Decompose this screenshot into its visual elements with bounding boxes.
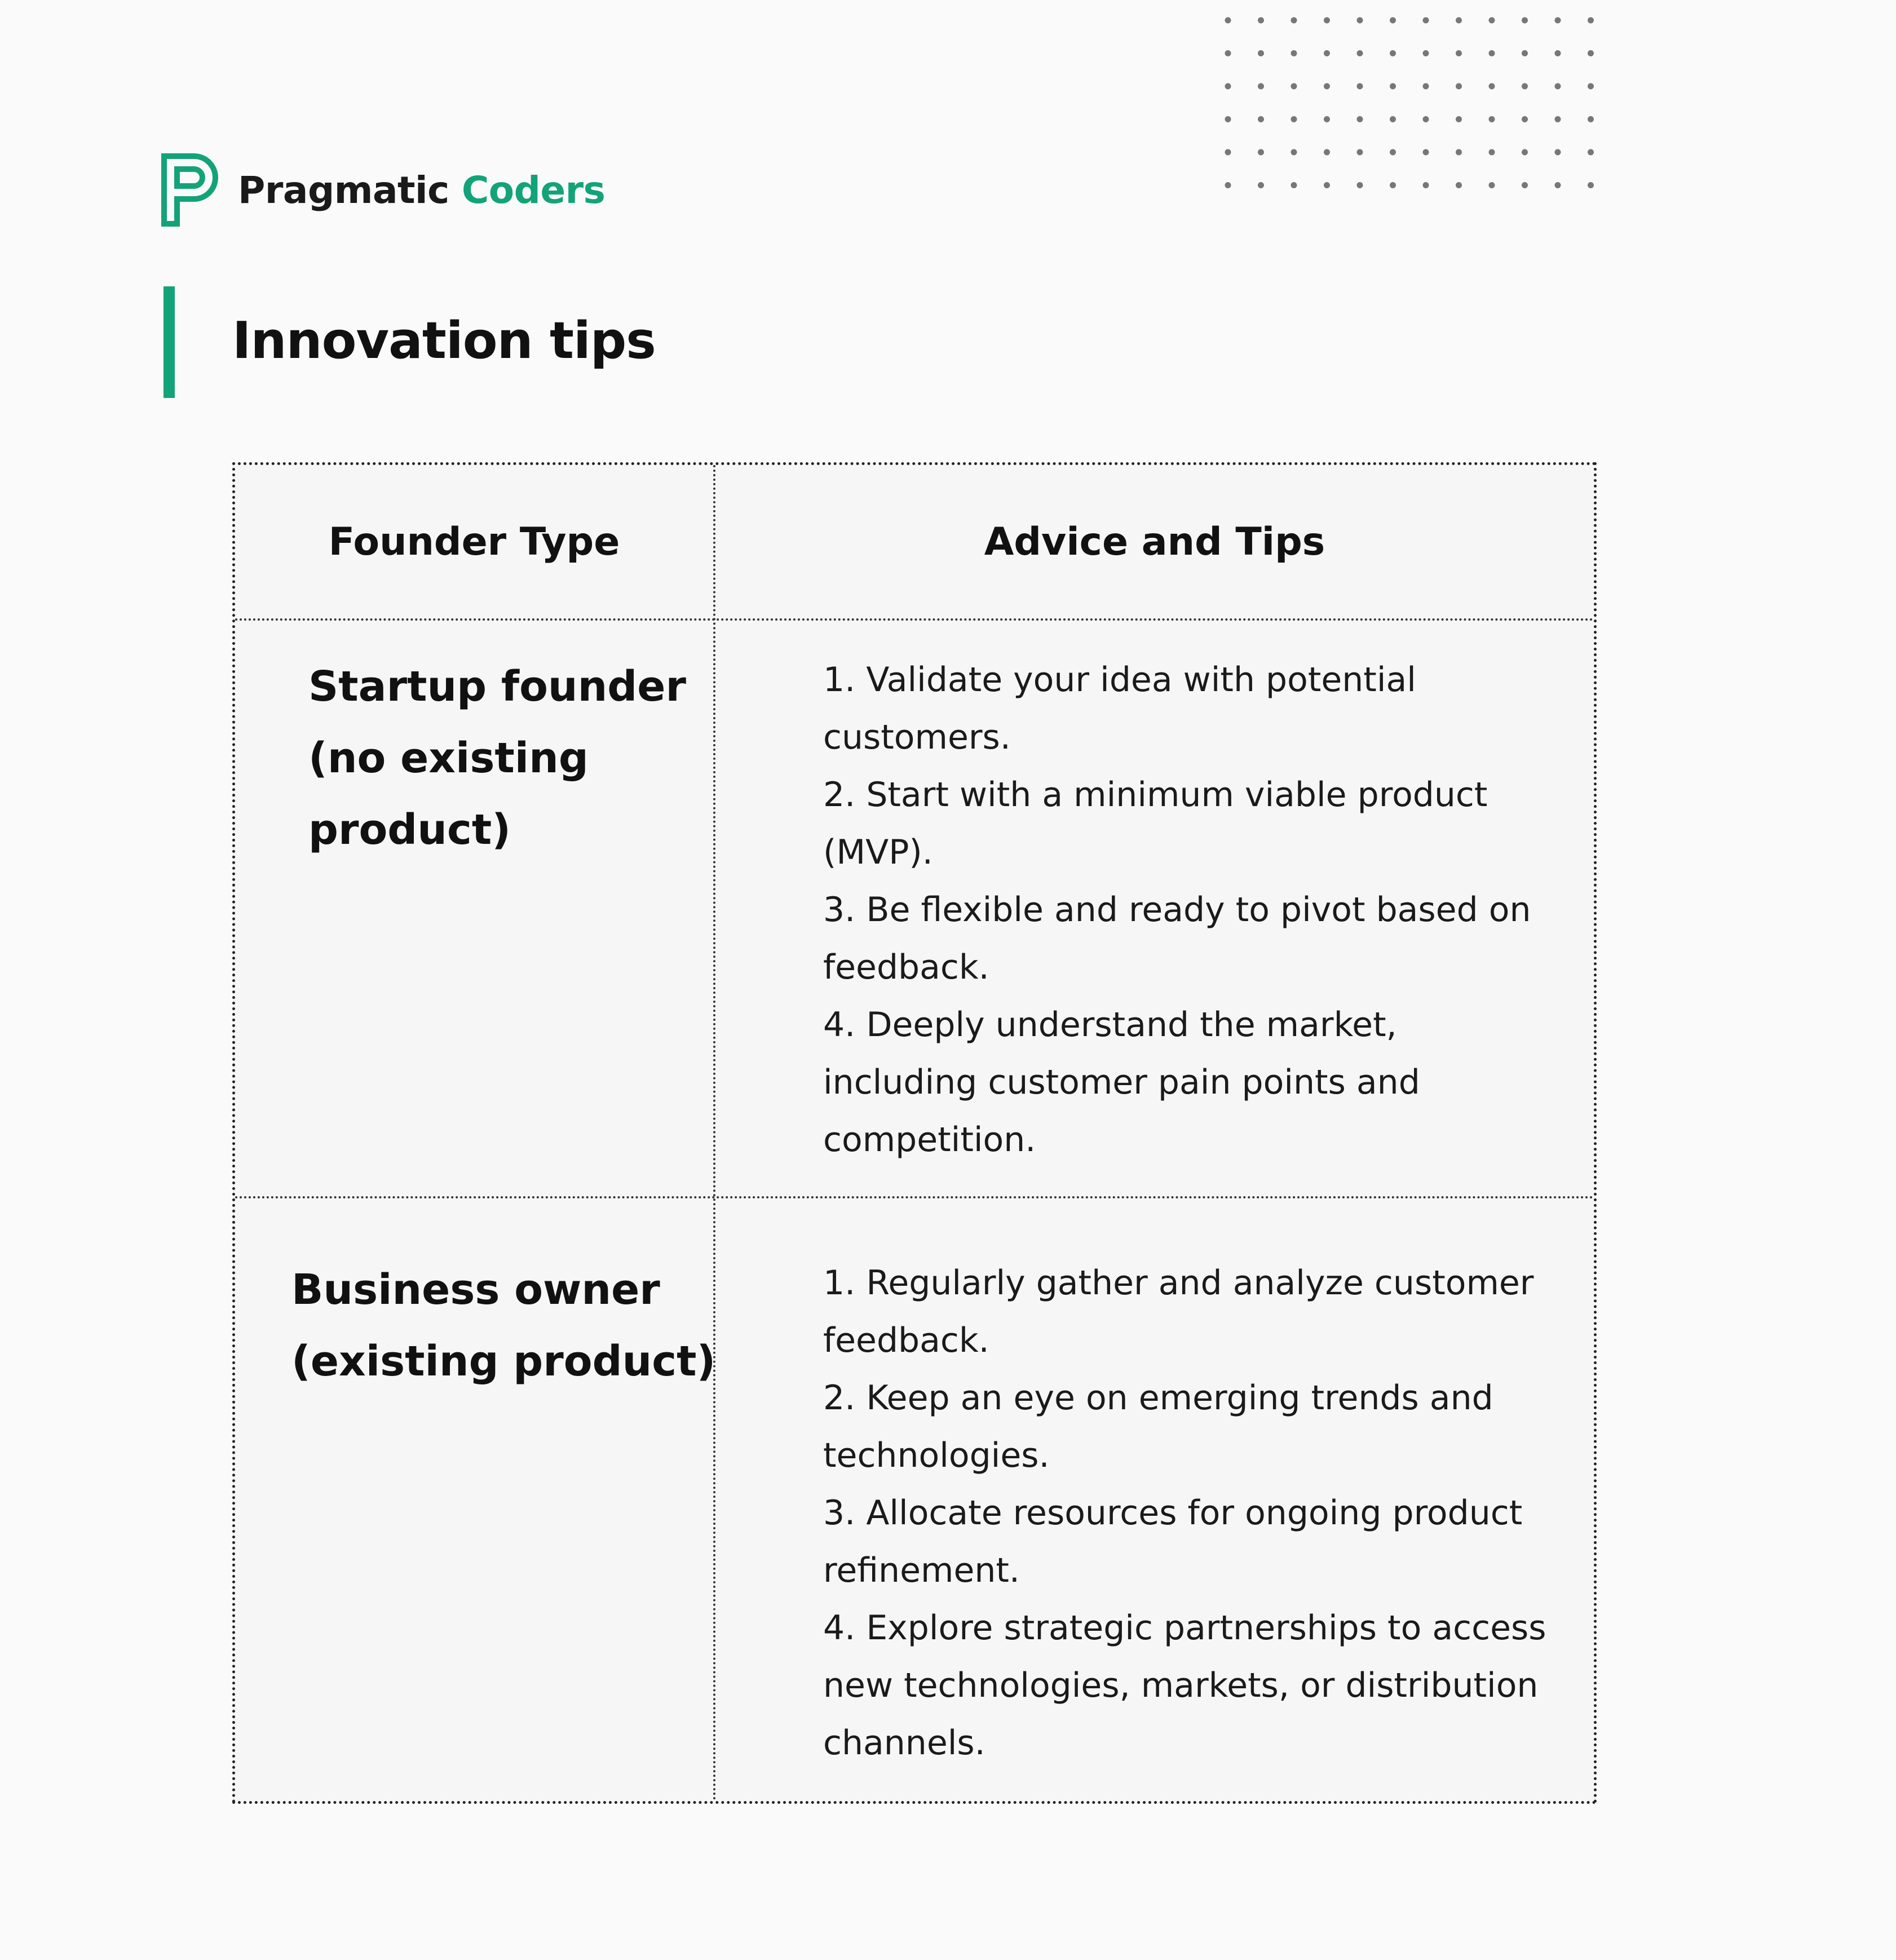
tip-item: 3. Allocate resources for ongoing product refinement. xyxy=(823,1493,1523,1590)
tip-item: 4. Explore strategic partnerships to access new technologies, markets, or distribution channels. xyxy=(823,1608,1546,1763)
decorative-dot xyxy=(1258,182,1264,188)
decorative-dot xyxy=(1423,116,1429,122)
dot-grid-decoration xyxy=(1218,12,1612,198)
decorative-dot xyxy=(1489,116,1495,122)
decorative-dot xyxy=(1291,17,1297,24)
decorative-dot xyxy=(1423,17,1429,24)
founder-line: product) xyxy=(308,806,511,854)
decorative-dot xyxy=(1390,149,1396,156)
decorative-dot xyxy=(1357,50,1363,56)
decorative-dot xyxy=(1225,83,1231,90)
decorative-dot xyxy=(1390,83,1396,90)
decorative-dot xyxy=(1423,50,1429,56)
title-accent-bar xyxy=(163,286,175,398)
decorative-dot xyxy=(1522,50,1528,56)
decorative-dot xyxy=(1555,17,1561,24)
decorative-dot xyxy=(1324,83,1330,90)
tip-item: 1. Validate your idea with potential customers. xyxy=(823,660,1416,757)
decorative-dot xyxy=(1555,182,1561,188)
tip-item: 3. Be flexible and ready to pivot based on feedback. xyxy=(823,890,1531,987)
decorative-dot xyxy=(1489,83,1495,90)
decorative-dot xyxy=(1390,50,1396,56)
decorative-dot xyxy=(1291,182,1297,188)
tip-item: 2. Start with a minimum viable product (MVP). xyxy=(823,775,1488,872)
decorative-dot xyxy=(1456,83,1462,90)
decorative-dot xyxy=(1291,116,1297,122)
decorative-dot xyxy=(1423,83,1429,90)
decorative-dot xyxy=(1225,17,1231,24)
decorative-dot xyxy=(1522,116,1528,122)
row-divider xyxy=(235,1196,1594,1198)
tip-item: 2. Keep an eye on emerging trends and technologies. xyxy=(823,1378,1493,1475)
decorative-dot xyxy=(1456,149,1462,156)
decorative-dot xyxy=(1489,50,1495,56)
decorative-dot xyxy=(1390,17,1396,24)
decorative-dot xyxy=(1357,17,1363,24)
decorative-dot xyxy=(1489,149,1495,156)
decorative-dot xyxy=(1225,116,1231,122)
row-divider xyxy=(235,618,1594,621)
decorative-dot xyxy=(1324,149,1330,156)
decorative-dot xyxy=(1225,50,1231,56)
decorative-dot xyxy=(1423,182,1429,188)
decorative-dot xyxy=(1291,83,1297,90)
decorative-dot xyxy=(1555,50,1561,56)
founder-line: Business owner xyxy=(291,1266,660,1314)
tip-item: 1. Regularly gather and analyze customer feedback. xyxy=(823,1263,1534,1360)
decorative-dot xyxy=(1324,182,1330,188)
decorative-dot xyxy=(1456,50,1462,56)
decorative-dot xyxy=(1555,116,1561,122)
decorative-dot xyxy=(1522,182,1528,188)
brand-name xyxy=(238,169,605,212)
decorative-dot xyxy=(1522,83,1528,90)
decorative-dot xyxy=(1588,116,1594,122)
decorative-dot xyxy=(1456,182,1462,188)
decorative-dot xyxy=(1588,182,1594,188)
decorative-dot xyxy=(1357,182,1363,188)
decorative-dot xyxy=(1588,50,1594,56)
decorative-dot xyxy=(1258,17,1264,24)
innovation-tips-table xyxy=(232,462,1597,1804)
header-founder-type: Founder Type xyxy=(328,519,620,564)
decorative-dot xyxy=(1357,116,1363,122)
decorative-dot xyxy=(1588,17,1594,24)
decorative-dot xyxy=(1522,17,1528,24)
brand-name-part1: Pragmatic xyxy=(238,168,449,212)
decorative-dot xyxy=(1588,149,1594,156)
column-divider xyxy=(713,465,715,1801)
decorative-dot xyxy=(1225,149,1231,156)
founder-type-startup xyxy=(308,651,686,866)
founder-line: Startup founder xyxy=(308,662,686,711)
decorative-dot xyxy=(1522,149,1528,156)
founder-type-business-owner xyxy=(291,1254,715,1397)
founder-line: (existing product) xyxy=(291,1337,716,1386)
tips-list-business-owner xyxy=(823,1254,1556,1772)
tips-list-startup xyxy=(823,651,1556,1169)
decorative-dot xyxy=(1456,17,1462,24)
decorative-dot xyxy=(1291,50,1297,56)
decorative-dot xyxy=(1258,50,1264,56)
decorative-dot xyxy=(1390,116,1396,122)
decorative-dot xyxy=(1588,83,1594,90)
tip-item: 4. Deeply understand the market, including customer pain points and competition. xyxy=(823,1005,1420,1160)
decorative-dot xyxy=(1324,50,1330,56)
decorative-dot xyxy=(1423,149,1429,156)
decorative-dot xyxy=(1324,116,1330,122)
brand-name-part2: Coders xyxy=(461,168,606,212)
decorative-dot xyxy=(1456,116,1462,122)
header-advice-and-tips: Advice and Tips xyxy=(984,519,1325,564)
decorative-dot xyxy=(1258,116,1264,122)
decorative-dot xyxy=(1357,149,1363,156)
decorative-dot xyxy=(1489,182,1495,188)
founder-line: (no existing xyxy=(308,734,589,782)
page-title: Innovation tips xyxy=(232,311,656,370)
pragmatic-coders-logo-icon xyxy=(161,153,221,227)
decorative-dot xyxy=(1225,182,1231,188)
decorative-dot xyxy=(1291,149,1297,156)
decorative-dot xyxy=(1390,182,1396,188)
decorative-dot xyxy=(1555,83,1561,90)
brand-logo[interactable] xyxy=(161,153,605,227)
decorative-dot xyxy=(1555,149,1561,156)
decorative-dot xyxy=(1258,83,1264,90)
decorative-dot xyxy=(1258,149,1264,156)
decorative-dot xyxy=(1357,83,1363,90)
decorative-dot xyxy=(1324,17,1330,24)
decorative-dot xyxy=(1489,17,1495,24)
